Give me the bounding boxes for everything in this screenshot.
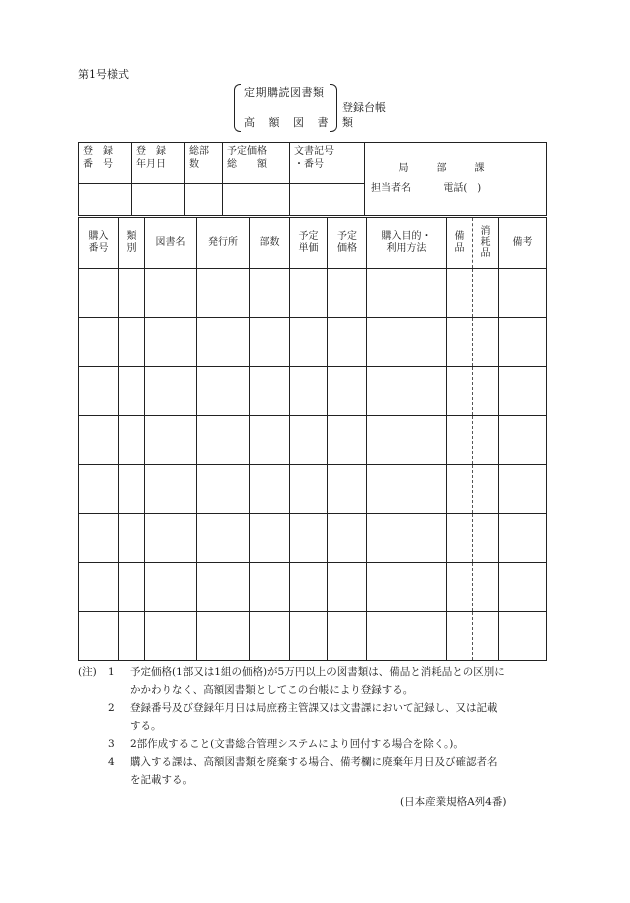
cell-consumable[interactable] [473, 612, 499, 661]
cell-consumable[interactable] [473, 416, 499, 465]
header-line2: 価格 [337, 243, 357, 254]
header-line1: 登 録 [136, 146, 166, 157]
title-line-periodical: 定期購読図書類 [244, 86, 325, 99]
contact-line [371, 183, 540, 196]
cell-purchase-number[interactable] [79, 318, 119, 367]
header-total-copies [185, 143, 223, 184]
header-line1: 部数 [259, 236, 280, 248]
cell-publisher[interactable] [197, 563, 250, 612]
table-row [79, 563, 547, 612]
cell-consumable[interactable] [473, 563, 499, 612]
header-line1: 購入目的・ [381, 230, 432, 242]
cell-book-title[interactable] [145, 612, 197, 661]
cell-book-title[interactable] [145, 416, 197, 465]
note-number: 4 [108, 756, 115, 768]
note-text: を記載する。 [130, 774, 193, 786]
header-category [119, 218, 145, 269]
value-registration-number[interactable] [79, 184, 132, 216]
cell-purchase-number[interactable] [79, 269, 119, 318]
note-item [78, 735, 558, 753]
note-number: 2 [108, 702, 115, 714]
cell-copies[interactable] [250, 563, 290, 612]
header-line1: 登 録 [83, 146, 113, 157]
note-text: 登録番号及び登録年月日は局庶務主管課又は文書課において記録し、又は記載 [130, 702, 498, 714]
header-line2: 数 [189, 158, 199, 170]
cell-consumable[interactable] [473, 465, 499, 514]
person-label: 担当者名 [371, 183, 411, 194]
header-remarks [499, 218, 547, 269]
cell-purchase-number[interactable] [79, 612, 119, 661]
header-book-title [145, 218, 197, 269]
department-line: 局部課 [398, 162, 513, 174]
cell-consumable[interactable] [473, 318, 499, 367]
value-total-copies[interactable] [185, 184, 223, 216]
form-number: 第1号様式 [78, 68, 129, 81]
header-line2: 番号 [88, 243, 109, 254]
table-row [79, 465, 547, 514]
header-line2: 利用方法 [386, 243, 427, 254]
header-line2: 年月日 [136, 158, 166, 170]
cell-purchase-number[interactable] [79, 465, 119, 514]
table-row [79, 367, 547, 416]
note-text: 2部作成すること(文書総合管理システムにより回付する場合を除く。)。 [130, 738, 464, 750]
cell-copies[interactable] [250, 367, 290, 416]
cell-planned-price[interactable] [328, 563, 367, 612]
cell-planned-unit-price[interactable] [290, 563, 328, 612]
cell-remarks[interactable] [499, 612, 547, 661]
cell-category[interactable] [119, 563, 145, 612]
cell-fixture[interactable] [447, 269, 473, 318]
header-line1: 予定価格 [227, 146, 267, 157]
header-line1: 類 [126, 230, 137, 242]
cell-planned-price[interactable] [328, 367, 367, 416]
cell-fixture[interactable] [447, 318, 473, 367]
cell-copies[interactable] [250, 612, 290, 661]
note-number: 3 [108, 738, 115, 750]
cell-book-title[interactable] [145, 318, 197, 367]
cell-remarks[interactable] [499, 465, 547, 514]
title-bracket-left [234, 84, 241, 132]
note-item [78, 753, 558, 789]
cell-planned-price[interactable] [328, 416, 367, 465]
header-line2: 番 号 [83, 158, 113, 170]
header-purpose [367, 218, 447, 269]
note-item [78, 663, 558, 699]
cell-consumable[interactable] [473, 514, 499, 563]
cell-publisher[interactable] [197, 318, 250, 367]
cell-planned-price[interactable] [328, 514, 367, 563]
table-row [79, 318, 547, 367]
note-text: 予定価格(1部又は1組の価格)が5万円以上の図書類は、備品と消耗品との区別に [130, 666, 505, 678]
cell-remarks[interactable] [499, 269, 547, 318]
cell-copies[interactable] [250, 416, 290, 465]
cell-fixture[interactable] [447, 465, 473, 514]
header-line2: 別 [126, 243, 137, 254]
cell-purchase-number[interactable] [79, 367, 119, 416]
header-line1: 購入 [88, 230, 109, 242]
cell-copies[interactable] [250, 465, 290, 514]
cell-publisher[interactable] [197, 416, 250, 465]
ledger-title [234, 82, 394, 134]
registration-table [78, 142, 547, 216]
cell-category[interactable] [119, 465, 145, 514]
cell-planned-unit-price[interactable] [290, 318, 328, 367]
cell-planned-price[interactable] [328, 318, 367, 367]
cell-purpose[interactable] [367, 318, 447, 367]
cell-planned-unit-price[interactable] [290, 269, 328, 318]
header-line2: 総 額 [227, 158, 267, 170]
cell-publisher[interactable] [197, 465, 250, 514]
header-planned-price [328, 218, 367, 269]
cell-purpose[interactable] [367, 367, 447, 416]
header-consumable [473, 218, 499, 269]
header-publisher [197, 218, 250, 269]
cell-purchase-number[interactable] [79, 514, 119, 563]
cell-book-title[interactable] [145, 465, 197, 514]
header-line1: 予定 [298, 230, 319, 242]
cell-purpose[interactable] [367, 416, 447, 465]
header-registration-date [132, 143, 185, 184]
header-planned-unit-price [290, 218, 328, 269]
cell-copies[interactable] [250, 318, 290, 367]
cell-category[interactable] [119, 269, 145, 318]
header-line1: 備 [454, 230, 465, 242]
cell-fixture[interactable] [447, 416, 473, 465]
cell-remarks[interactable] [499, 514, 547, 563]
cell-fixture[interactable] [447, 612, 473, 661]
notes-label: (注) [78, 666, 97, 678]
note-text: 購入する課は、高額図書類を廃棄する場合、備考欄に廃棄年月日及び確認者名 [130, 756, 498, 768]
header-total-planned-price [223, 143, 290, 184]
cell-publisher[interactable] [197, 367, 250, 416]
value-registration-date[interactable] [132, 184, 185, 216]
cell-remarks[interactable] [499, 367, 547, 416]
header-line2: 品 [454, 243, 465, 254]
cell-planned-unit-price[interactable] [290, 416, 328, 465]
header-document-code [290, 143, 365, 184]
cell-fixture[interactable] [447, 563, 473, 612]
cell-category[interactable] [119, 318, 145, 367]
cell-book-title[interactable] [145, 367, 197, 416]
cell-consumable[interactable] [473, 269, 499, 318]
header-line1: 発行所 [208, 236, 238, 248]
cell-fixture[interactable] [447, 367, 473, 416]
header-fixture [447, 218, 473, 269]
title-line-high-value: 高 額 図 書 類 [244, 116, 358, 129]
title-suffix: 登録台帳 [342, 101, 386, 114]
table-row [79, 514, 547, 563]
table-row [79, 612, 547, 661]
cell-category[interactable] [119, 612, 145, 661]
title-bracket-right [330, 84, 337, 132]
cell-purchase-number[interactable] [79, 563, 119, 612]
cell-remarks[interactable] [499, 416, 547, 465]
cell-purpose[interactable] [367, 465, 447, 514]
cell-publisher[interactable] [197, 514, 250, 563]
note-text: する。 [130, 720, 162, 732]
cell-category[interactable] [119, 514, 145, 563]
value-document-code[interactable] [290, 184, 365, 216]
header-line1: 備考 [512, 236, 533, 248]
cell-consumable[interactable] [473, 367, 499, 416]
cell-book-title[interactable] [145, 563, 197, 612]
table-row [79, 416, 547, 465]
cell-purpose[interactable] [367, 563, 447, 612]
note-item [78, 699, 558, 735]
cell-planned-unit-price[interactable] [290, 514, 328, 563]
header-line1: 図書名 [155, 236, 186, 248]
header-purchase-number [79, 218, 119, 269]
cell-copies[interactable] [250, 514, 290, 563]
cell-category[interactable] [119, 367, 145, 416]
cell-book-title[interactable] [145, 514, 197, 563]
cell-planned-price[interactable] [328, 269, 367, 318]
cell-purpose[interactable] [367, 269, 447, 318]
cell-category[interactable] [119, 416, 145, 465]
header-line1: 総部 [189, 146, 209, 157]
header-line1: 予定 [337, 230, 357, 242]
notes [78, 663, 558, 789]
cell-publisher[interactable] [197, 612, 250, 661]
cell-remarks[interactable] [499, 563, 547, 612]
cell-planned-unit-price[interactable] [290, 612, 328, 661]
cell-purchase-number[interactable] [79, 416, 119, 465]
purchase-table [78, 217, 547, 661]
header-line1: 文書記号 [294, 146, 334, 157]
cell-publisher[interactable] [197, 269, 250, 318]
cell-remarks[interactable] [499, 318, 547, 367]
cell-purpose[interactable] [367, 612, 447, 661]
cell-planned-price[interactable] [328, 612, 367, 661]
header-line2: ・番号 [294, 158, 324, 170]
value-total-planned-price[interactable] [223, 184, 290, 216]
cell-fixture[interactable] [447, 514, 473, 563]
cell-planned-unit-price[interactable] [290, 367, 328, 416]
phone-label: 電話( ) [443, 183, 482, 194]
header-line2: 単価 [298, 243, 319, 254]
note-number: 1 [108, 666, 115, 678]
note-text: かかわりなく、高額図書類としてこの台帳により登録する。 [130, 684, 414, 696]
header-line1: 消耗品 [480, 225, 491, 259]
cell-book-title[interactable] [145, 269, 197, 318]
table-row [79, 269, 547, 318]
cell-planned-unit-price[interactable] [290, 465, 328, 514]
cell-purpose[interactable] [367, 514, 447, 563]
header-copies [250, 218, 290, 269]
department-cell [365, 143, 547, 216]
header-registration-number [79, 143, 132, 184]
paper-size-standard: (日本産業規格A列4番) [400, 796, 507, 808]
cell-planned-price[interactable] [328, 465, 367, 514]
cell-copies[interactable] [250, 269, 290, 318]
